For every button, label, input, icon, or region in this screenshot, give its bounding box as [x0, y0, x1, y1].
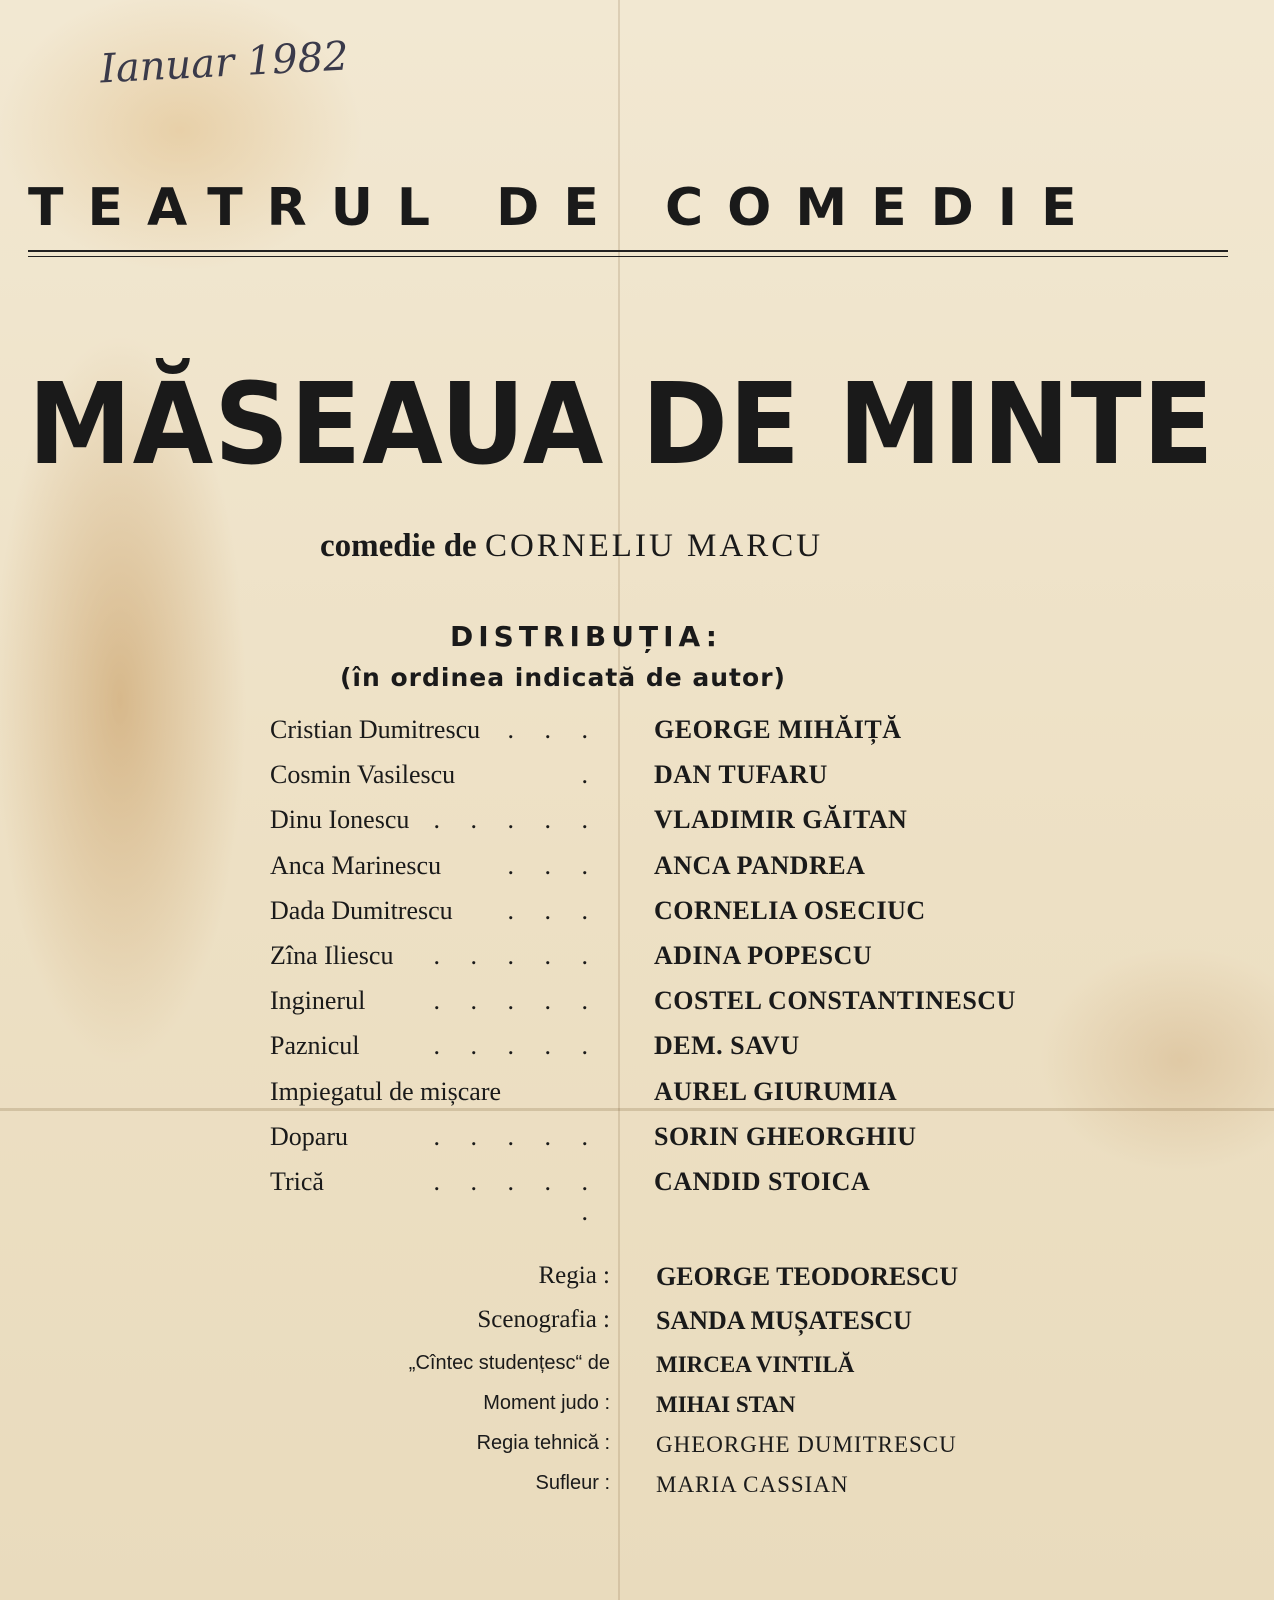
- cast-row: [0, 805, 1274, 850]
- leader-dots: .: [581, 760, 600, 790]
- cast-role: Paznicul: [270, 1031, 360, 1061]
- distribution-heading: DISTRIBUȚIA:: [450, 620, 722, 653]
- cast-row: [0, 760, 1274, 805]
- leader-dots: . . .: [507, 850, 600, 880]
- play-title: MĂSEAUA DE MINTE: [28, 360, 1215, 490]
- header-rule-thick: [28, 250, 1228, 252]
- crew-name: MARIA CASSIAN: [656, 1472, 849, 1497]
- header-rule-thin: [28, 256, 1228, 257]
- cast-row: [0, 1166, 1274, 1226]
- cast-actor: AUREL GIURUMIA: [654, 1076, 898, 1106]
- crew-label: Regia tehnică :: [476, 1432, 610, 1454]
- crew-name: MIHAI STAN: [656, 1392, 796, 1417]
- cast-actor: ANCA PANDREA: [654, 850, 866, 880]
- cast-actor: ADINA POPESCU: [654, 940, 873, 970]
- leader-dots: . . . . .: [433, 805, 600, 835]
- cast-row: [0, 1122, 1274, 1167]
- cast-role: Doparu: [270, 1121, 348, 1151]
- distribution-note: (în ordinea indicată de autor): [340, 663, 786, 692]
- crew-name: MIRCEA VINTILĂ: [656, 1352, 855, 1377]
- cast-actor: COSTEL CONSTANTINESCU: [654, 986, 1016, 1016]
- cast-role: Trică: [270, 1166, 324, 1196]
- cast-actor: VLADIMIR GĂITAN: [654, 805, 908, 835]
- leader-dots: . . . . .: [433, 940, 600, 970]
- crew-label: Moment judo :: [483, 1392, 610, 1414]
- cast-role: Cosmin Vasilescu: [270, 760, 456, 790]
- cast-actor: CANDID STOICA: [654, 1166, 871, 1196]
- leader-dots: . . . . .: [433, 1121, 600, 1151]
- cast-actor: DEM. SAVU: [654, 1031, 800, 1061]
- author-name: CORNELIU MARCU: [484, 528, 824, 564]
- cast-row: [0, 896, 1274, 941]
- theatre-name: TEATRUL DE COMEDIE: [28, 178, 1101, 238]
- subtitle-prefix: comedie de: [320, 528, 477, 564]
- crew-label: Sufleur :: [535, 1472, 610, 1494]
- leader-dots: . . . . .: [433, 1031, 600, 1061]
- cast-actor: CORNELIA OSECIUC: [654, 895, 926, 925]
- cast-role: Zîna Iliescu: [270, 940, 394, 970]
- subtitle: [320, 528, 823, 565]
- crew-label: Regia :: [538, 1262, 610, 1289]
- crew-name: GEORGE TEODORESCU: [656, 1262, 959, 1291]
- crew-label: „Cîntec studențesc“ de: [408, 1352, 610, 1374]
- leader-dots: . . . . .: [433, 986, 600, 1016]
- leader-dots: . . .: [507, 895, 600, 925]
- leader-dots: . . .: [507, 715, 600, 744]
- cast-role: Dinu Ionescu: [270, 805, 410, 835]
- cast-role: Cristian Dumitrescu: [270, 715, 481, 744]
- cast-row: [0, 715, 1274, 760]
- cast-actor: GEORGE MIHĂIȚĂ: [654, 715, 902, 744]
- cast-role: Dada Dumitrescu: [270, 895, 453, 925]
- handwritten-note: Ianuar 1982: [98, 33, 350, 93]
- cast-row: [0, 1031, 1274, 1076]
- crew-label: Scenografia :: [477, 1306, 610, 1333]
- cast-role: Impiegatul de mișcare: [270, 1076, 502, 1106]
- crew-name: SANDA MUȘATESCU: [656, 1306, 912, 1335]
- cast-role: Anca Marinescu: [270, 850, 442, 880]
- cast-row: [0, 986, 1274, 1031]
- cast-list: [0, 715, 1274, 1226]
- cast-row: [0, 941, 1274, 986]
- cast-row: [0, 1077, 1274, 1122]
- cast-actor: DAN TUFARU: [654, 760, 828, 790]
- cast-actor: SORIN GHEORGHIU: [654, 1121, 917, 1151]
- leader-dots: . . . . . .: [433, 1166, 600, 1226]
- cast-role: Inginerul: [270, 986, 366, 1016]
- crew-name: GHEORGHE DUMITRESCU: [656, 1432, 957, 1457]
- cast-row: [0, 851, 1274, 896]
